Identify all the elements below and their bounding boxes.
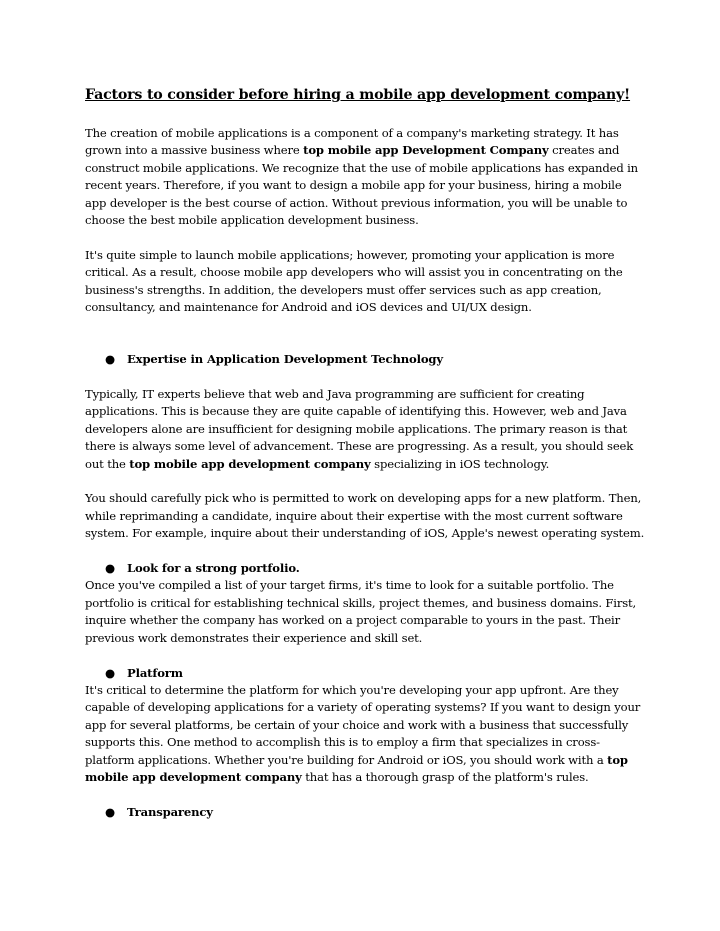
- bullet-transparency-label: Transparency: [127, 804, 213, 819]
- bullet-expertise: [85, 351, 645, 368]
- paragraph-intro-text-a: The creation of mobile applications is a component of a company's marketing strategy. It has grown into a massive business where: [85, 126, 619, 158]
- paragraph-platform-text-c: that has a thorough grasp of the platform's rules.: [301, 769, 589, 784]
- paragraph-platform: [85, 682, 645, 786]
- paragraph-expertise-text-c: specializing in iOS technology.: [370, 456, 550, 471]
- paragraph-platform-candidate: You should carefully pick who is permitted to work on developing apps for a new platform. Then, while reprimanding a candidate, inquire about their expertise with the most current software system. For example, inquire about their understanding of iOS, Apple's newest operating system.: [85, 491, 645, 541]
- bullet-expertise-label: Expertise in Application Development Technology: [127, 352, 443, 367]
- paragraph-intro: [85, 125, 645, 229]
- bullet-icon: ●: [105, 665, 115, 680]
- paragraph-platform-text-a: It's critical to determine the platform for which you're developing your app upfront. Are they capable of developing applications for a variety of operating systems? If you want to design your app for several platforms, be certain of your choice and work with a business that successfully supports this. One method to accomplish this is to employ a firm that specializes in cross-platform applications. Whether you're building for Android or iOS, you should work with a: [85, 682, 641, 767]
- paragraph-portfolio: Once you've compiled a list of your target firms, it's time to look for a suitable portfolio. The portfolio is critical for establishing technical skills, project themes, and business domains. First, inquire whether the company has worked on a project comparable to yours in the past. Their previous work demonstrates their experience and skill set.: [85, 578, 637, 645]
- bullet-platform-label: Platform: [127, 665, 183, 680]
- spacer: [85, 229, 645, 246]
- bullet-portfolio-label: Look for a strong portfolio.: [127, 561, 300, 576]
- spacer: [85, 369, 645, 386]
- document-title: Factors to consider before hiring a mobile app development company!: [85, 87, 631, 103]
- spacer: [85, 473, 645, 490]
- spacer: [85, 316, 645, 351]
- bullet-icon: ●: [105, 804, 115, 819]
- paragraph-launch: It's quite simple to launch mobile applications; however, promoting your application is more critical. As a result, choose mobile app developers who will assist you in concentrating on the business's strengths. In addition, the developers must offer services such as app creation, consultancy, and maintenance for Android and iOS devices and UI/UX design.: [85, 247, 623, 315]
- spacer: [85, 543, 645, 560]
- bullet-icon: ●: [105, 561, 115, 576]
- bullet-icon: ●: [105, 352, 115, 367]
- bullet-portfolio: [85, 560, 645, 577]
- paragraph-expertise: [85, 386, 645, 473]
- paragraph-intro-text-c: creates and construct mobile applications. We recognize that the use of mobile applications has expanded in recent years. Therefore, if you want to design a mobile app for your business, hiring a mobile app developer is the best course of action. Without previous information, you will be unable to choose the best mobile application development business.: [85, 143, 638, 228]
- document-page: [85, 85, 645, 821]
- bullet-platform: [85, 665, 645, 682]
- paragraph-expertise-bold: top mobile app development company: [129, 456, 371, 471]
- paragraph-platform-bold: top mobile app development company: [85, 752, 628, 784]
- paragraph-expertise-text-a: Typically, IT experts believe that web and Java programming are sufficient for creating applications. This is because they are quite capable of identifying this. However, web and Java developers alone are insufficient for designing mobile applications. The primary reason is that there is always some level of advancement. These are progressing. As a result, you should seek out the: [85, 387, 634, 471]
- paragraph-intro-bold: top mobile app Development Company: [303, 143, 549, 158]
- spacer: [85, 647, 645, 664]
- bullet-transparency: [85, 804, 645, 821]
- spacer: [85, 786, 645, 803]
